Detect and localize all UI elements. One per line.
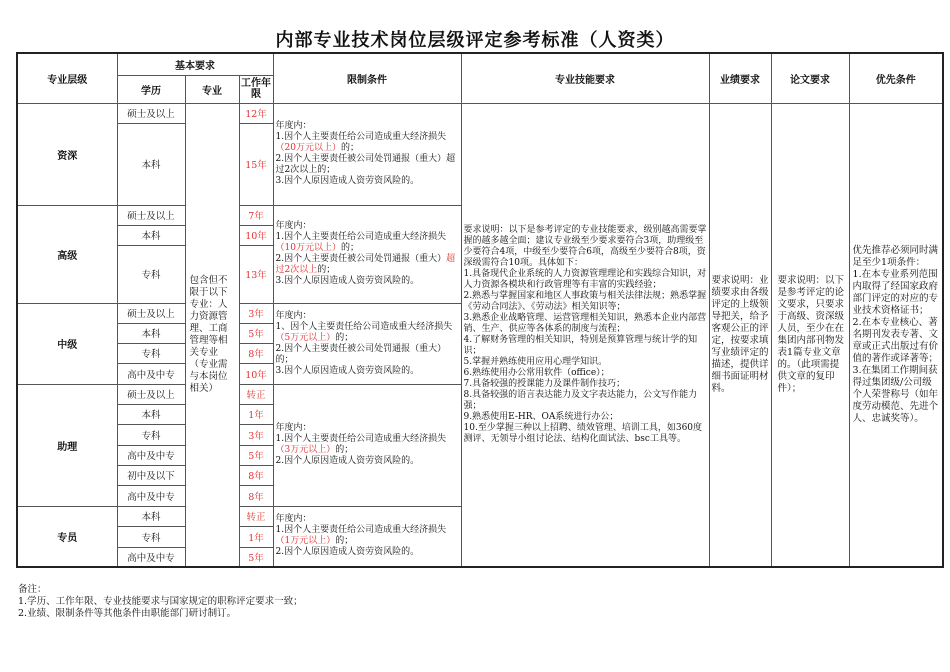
edu-cell: 高中及中专 xyxy=(117,445,185,465)
years-cell: 转正 xyxy=(239,384,273,404)
header-major: 专业 xyxy=(185,75,239,103)
edu-cell: 本科 xyxy=(117,404,185,424)
edu-cell: 高中及中专 xyxy=(117,363,185,384)
note-item: 2.业绩、限制条件等其他条件由职能部门研讨制订。 xyxy=(18,608,237,619)
level-intermediate: 中级 xyxy=(17,303,117,384)
standards-table xyxy=(16,52,944,568)
edu-cell: 硕士及以上 xyxy=(117,103,185,123)
header-education: 学历 xyxy=(117,75,185,103)
header-priority: 优先条件 xyxy=(849,53,943,103)
edu-cell: 硕士及以上 xyxy=(117,303,185,323)
edu-cell: 专科 xyxy=(117,245,185,303)
restrict-advanced: 年度内： 1.因个人主要责任给公司造成重大经济损失（10万元以上）的； 2.因个人主要责任被公司处罚通报（重大）超过2次以上的； 3.因个人原因造成人资劳资风险的。 xyxy=(273,205,461,303)
edu-cell: 专科 xyxy=(117,343,185,363)
notes xyxy=(18,584,303,620)
level-advanced: 高级 xyxy=(17,205,117,303)
edu-cell: 本科 xyxy=(117,323,185,343)
level-senior: 资深 xyxy=(17,103,117,205)
years-cell: 8年 xyxy=(239,343,273,363)
edu-cell: 硕士及以上 xyxy=(117,205,185,225)
level-assistant: 助理 xyxy=(17,384,117,506)
priority-cell: 优先推荐必须同时满足至少1项条件： 1.在本专业系列范围内取得了经国家政府部门评定的对应的专业技术资格证书； 2.在本专业核心、著名期刊发表专著、文章或正式出版过有价值的著作或译著等； 3.在集团工作期间获得过集团级/公司级个人荣誉称号（如年度劳动模范、先进个人、忠诚奖等）。 xyxy=(849,103,943,567)
skills-cell: 要求说明：以下是参考评定的专业技能要求，级别越高需要掌握的越多越全面；建议专业级至少要求要符合3项，助理级至少要符合4项，中级至少要符合6项，高级至少要符合8项，资深级需符合10项。具体如下： 1.具备现代企业系统的人力资源管理理论和实践综合知识，对人力资源各模块和行政管理等有丰富的实践经验； 2.熟悉与掌握国家和地区人事政策与相关法律法规；熟悉掌握《劳动合同法》、《劳动法》相关知识等； 3.熟悉企业战略管理、运营管理相关知识，熟悉本企业内部营销、生产、供应等各体系的制度与流程； 4.了解财务管理的相关知识，特别是预算管理与统计学的知识； 5.掌握并熟练使用应用心理学知识。 6.熟练使用办公常用软件（office）； 7.具备较强的授课能力及课件制作技巧； 8.具备较强的语言表达能力及文字表达能力，公文写作能力强； 9.熟悉使用E-HR、OA系统进行办公； 10.至少掌握三种以上招聘、绩效管理、培训工具，如360度测评、无领导小组讨论法、结构化面试法、bsc工具等。 xyxy=(461,103,709,567)
header-level: 专业层级 xyxy=(17,53,117,103)
years-cell: 1年 xyxy=(239,404,273,424)
years-cell: 8年 xyxy=(239,485,273,506)
years-cell: 转正 xyxy=(239,506,273,526)
edu-cell: 本科 xyxy=(117,123,185,205)
restrict-intermediate: 年度内： 1、因个人主要责任给公司造成重大经济损失（5万元以上）的； 2.因个人主要责任被公司处罚通报（重大）的； 3.因个人原因造成人资劳资风险的。 xyxy=(273,303,461,384)
years-cell: 5年 xyxy=(239,547,273,567)
header-basic: 基本要求 xyxy=(117,53,273,75)
restrict-senior: 年度内： 1.因个人主要责任给公司造成重大经济损失（20万元以上）的； 2.因个人主要责任被公司处罚通报（重大）超过2次以上的； 3.因个人原因造成人资劳资风险的。 xyxy=(273,103,461,205)
header-years: 工作年限 xyxy=(239,75,273,103)
years-cell: 15年 xyxy=(239,123,273,205)
performance-cell: 要求说明：业绩要求由各级评定的上级领导把关，给予客观公正的评定，按要求填写业绩评定的描述，提供详细书面证明材料。 xyxy=(709,103,771,567)
years-cell: 5年 xyxy=(239,323,273,343)
header-performance: 业绩要求 xyxy=(709,53,771,103)
edu-cell: 本科 xyxy=(117,506,185,526)
note-item: 1.学历、工作年限、专业技能要求与国家规定的职称评定要求一致； xyxy=(18,596,303,607)
page-title: 内部专业技术岗位层级评定参考标准（人资类） xyxy=(275,30,675,51)
years-cell: 7年 xyxy=(239,205,273,225)
restrict-assistant: 年度内： 1.因个人主要责任给公司造成重大经济损失（3万元以上）的； 2.因个人原因造成人资劳资风险的。 xyxy=(273,384,461,506)
years-cell: 10年 xyxy=(239,225,273,245)
years-cell: 1年 xyxy=(239,526,273,547)
years-cell: 5年 xyxy=(239,445,273,465)
years-cell: 10年 xyxy=(239,363,273,384)
notes-heading: 备注： xyxy=(18,584,47,595)
edu-cell: 高中及中专 xyxy=(117,547,185,567)
paper-cell: 要求说明：以下是参考评定的论文要求，只要求于高级、资深级人员，至少在在集团内部刊物发表1篇专业文章的。（此项需提供文章的复印件）； xyxy=(771,103,849,567)
edu-cell: 本科 xyxy=(117,225,185,245)
years-cell: 3年 xyxy=(239,424,273,445)
restrict-specialist: 年度内： 1.因个人主要责任给公司造成重大经济损失（1万元以上）的； 2.因个人原因造成人资劳资风险的。 xyxy=(273,506,461,567)
edu-cell: 硕士及以上 xyxy=(117,384,185,404)
years-cell: 13年 xyxy=(239,245,273,303)
years-cell: 3年 xyxy=(239,303,273,323)
edu-cell: 初中及以下 xyxy=(117,465,185,485)
major-cell: 包含但不限于以下专业：人力资源管理、工商管理等相关专业（专业需与本岗位相关） xyxy=(185,103,239,567)
header-skills: 专业技能要求 xyxy=(461,53,709,103)
edu-cell: 专科 xyxy=(117,424,185,445)
years-cell: 8年 xyxy=(239,465,273,485)
header-restrict: 限制条件 xyxy=(273,53,461,103)
years-cell: 12年 xyxy=(239,103,273,123)
header-paper: 论文要求 xyxy=(771,53,849,103)
level-specialist: 专员 xyxy=(17,506,117,567)
edu-cell: 高中及中专 xyxy=(117,485,185,506)
edu-cell: 专科 xyxy=(117,526,185,547)
